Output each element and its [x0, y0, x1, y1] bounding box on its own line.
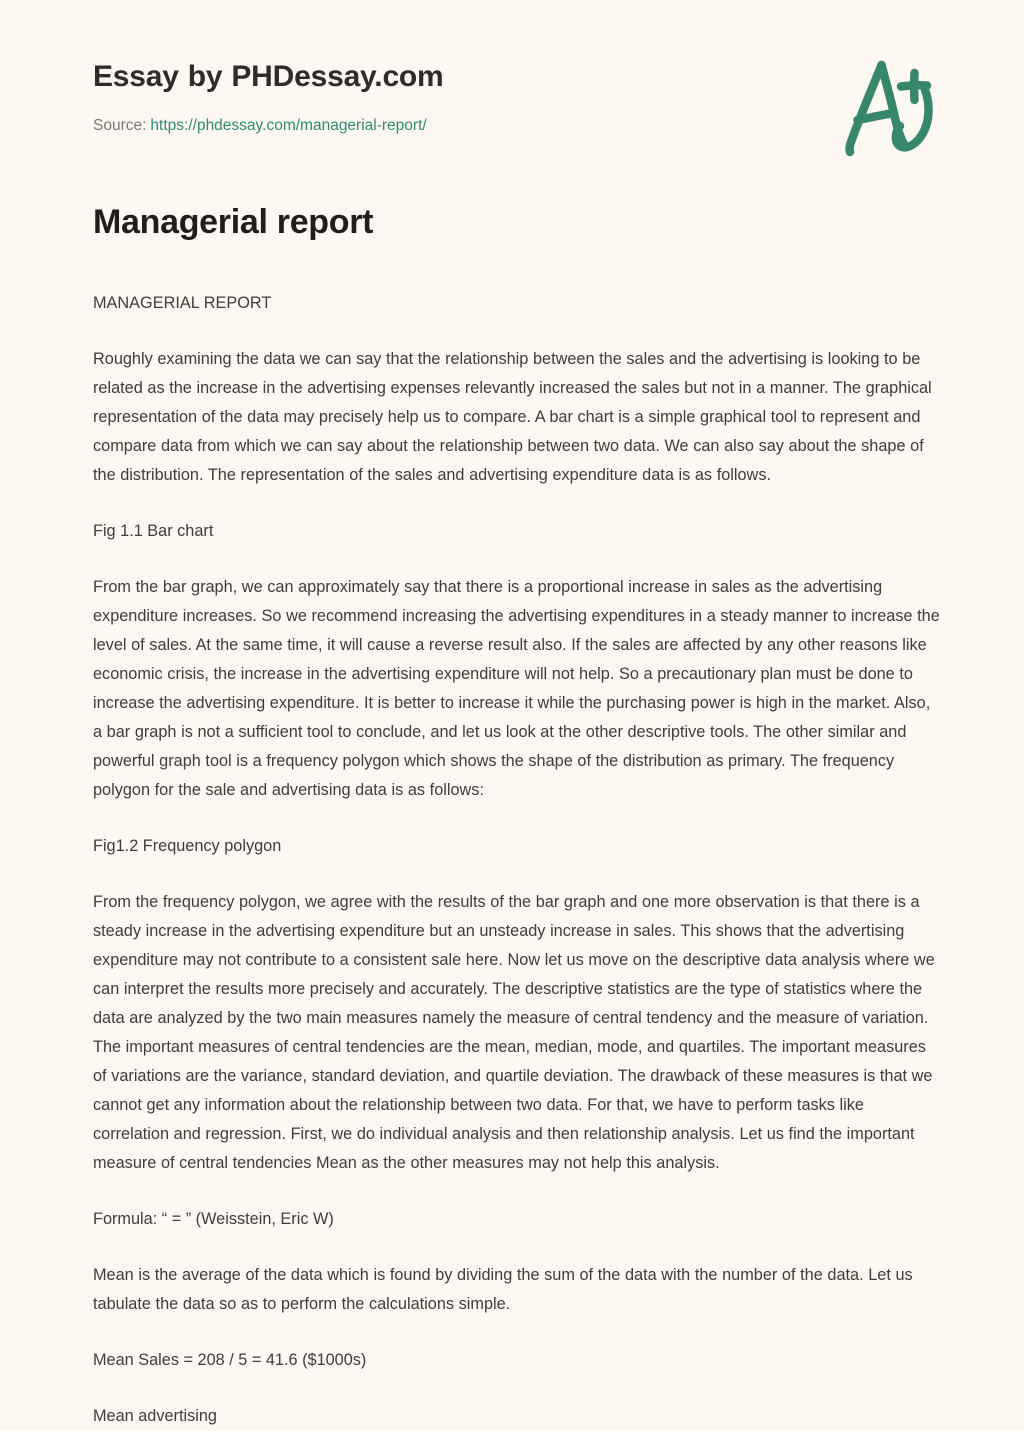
paragraph-descriptive-statistics: From the frequency polygon, we agree with the results of the bar graph and one more observation is that there is a steady increase in the advertising expenditure but an unsteady increase in sales. This shows that the advertising expenditure may not contribute to a consistent sale here. Now let us move on the descriptive data analysis where we can interpret the results more precisely and accurately. The descriptive statistics are the type of statistics where the data are analyzed by the two main measures namely the measure of central tendency and the measure of variation. The important measures of central tendencies are the mean, median, mode, and quartiles. The important measures of variations are the variance, standard deviation, and quartile deviation. The drawback of these measures is that we cannot get any information about the relationship between two data. For that, we have to perform tasks like correlation and regression. First, we do individual analysis and then relationship analysis. Let us find the important measure of central tendencies Mean as the other measures may not help this analysis.: [93, 892, 935, 1172]
mean-advertising-label: Mean advertising: [93, 1406, 217, 1425]
article-body: [0, 202, 1024, 1431]
brand-by-word: by: [187, 60, 223, 93]
figure-caption-frequency-polygon: Fig1.2 Frequency polygon: [93, 836, 282, 855]
page-header: [0, 0, 1024, 136]
paragraph-bar-graph-analysis: From the bar graph, we can approximately say that there is a proportional increase in sales as the advertising expenditure increases. So we recommend increasing the advertising expenditures in a steady manner to increase the level of sales. At the same time, it will cause a reverse result also. If the sales are affected by any other reasons like economic crisis, the increase in the advertising expenditure will not help. So a precautionary plan must be done to increase the advertising expenditure. It is better to increase it while the purchasing power is high in the market. Also, a bar graph is not a sufficient tool to conclude, and let us look at the other descriptive tools. The other similar and powerful graph tool is a frequency polygon which shows the shape of the distribution as primary. The frequency polygon for the sale and advertising data is as follows:: [93, 577, 940, 799]
mean-sales-calculation: Mean Sales = 208 / 5 = 41.6 ($1000s): [93, 1350, 367, 1369]
paragraph-mean-definition: Mean is the average of the data which is found by dividing the sum of the data with the number of the data. Let us tabulate the data so as to perform the calculations simple.: [93, 1265, 913, 1313]
article-subtitle: MANAGERIAL REPORT: [93, 293, 272, 312]
brand-essay-word: Essay: [93, 60, 179, 93]
brand-title: [93, 58, 944, 96]
source-line: [93, 115, 944, 137]
brand-site-word: PHDessay.com: [231, 60, 444, 93]
paragraph-intro: Roughly examining the data we can say that the relationship between the sales and the advertising is looking to be related as the increase in the advertising expenses relevantly increased the sales but not in a manner. The graphical representation of the data may precisely help us to compare. A bar chart is a simple graphical tool to represent and compare data from which we can say about the relationship between two data. We can also say about the shape of the distribution. The representation of the sales and advertising expenditure data is as follows.: [93, 349, 932, 484]
a-plus-logo-icon: [824, 46, 952, 168]
source-label: Source:: [93, 116, 147, 134]
figure-caption-bar-chart: Fig 1.1 Bar chart: [93, 521, 214, 540]
source-url-link[interactable]: https://phdessay.com/managerial-report/: [150, 116, 427, 134]
page-title: Managerial report: [93, 203, 374, 242]
formula-line: Formula: “ = ” (Weisstein, Eric W): [93, 1209, 334, 1228]
